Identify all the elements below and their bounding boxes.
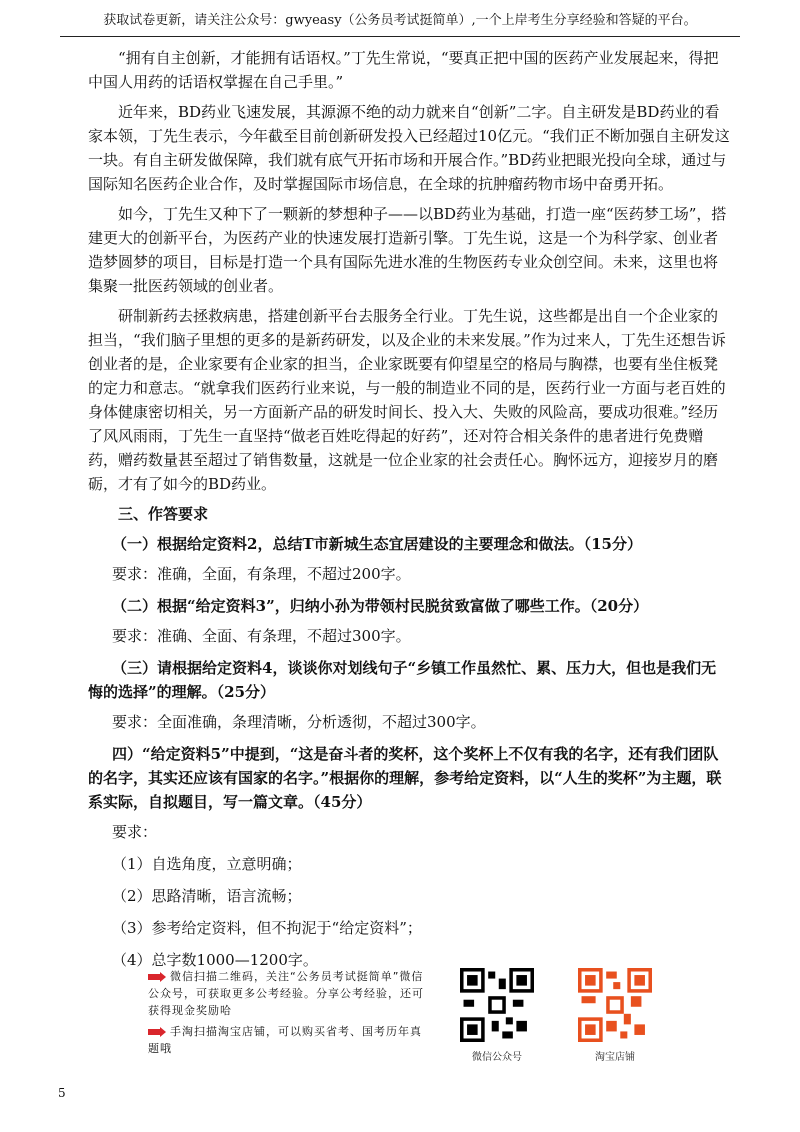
qr-label-taobao: 淘宝店铺 [595,1052,635,1063]
hand-pointer-icon [148,972,166,982]
question-prompt: 四）“给定资料5”中提到，“这是奋斗者的奖杯，这个奖杯上不仅有我的名字，还有我们团队的名字，其实还应该有国家的名字。”根据你的理解，参考给定资料，以“人生的奖杯”为主题，联系实际，自拟题目，写一篇文章。（45分） [88,745,722,811]
question-requirement: 要求：准确、全面、有条理，不超过300字。 [112,627,411,645]
question-requirement: 要求：全面准确，条理清晰，分析透彻，不超过300字。 [112,713,486,731]
qr-label-wechat: 微信公众号 [472,1052,522,1063]
question-prompt: （二）根据“给定资料3”，归纳小孙为带领村民脱贫致富做了哪些工作。（20分） [112,597,649,615]
list-item: （3）参考给定资料，但不拘泥于“给定资料”； [112,919,422,937]
paragraph: “拥有自主创新，才能拥有话语权。”丁先生常说，“要真正把中国的医药产业发展起来，得把中国人用药的话语权掌握在自己手里。” [88,49,719,91]
paragraph: 近年来，BD药业飞速发展，其源源不绝的动力就来自“创新”二字。自主研发是BD药业的看家本领，丁先生表示，今年截至目前创新研发投入已经超过10亿元。“我们正不断加强自主研发这一块。有自主研发做保障，我们就有底气开拓市场和开展合作。”BD药业把眼光投向全球，通过与国际知名医药企业合作，及时掌握国际市场信息，在全球的抗肿瘤药物市场中奋勇开拓。 [88,103,730,193]
question-requirement: 要求： [112,823,158,841]
promo-line-wechat: 微信扫描二维码，关注“公务员考试挺简单”微信公众号，可获取更多公考经验。分享公考经验，还可获得现金奖励哈 [148,970,424,1017]
list-item: （4）总字数1000—1200字。 [112,951,318,969]
promo-text [148,968,430,1057]
question-requirement: 要求：准确，全面，有条理，不超过200字。 [112,565,411,583]
promo-line-taobao: 手淘扫描淘宝店铺，可以购买省考、国考历年真题哦 [148,1025,422,1055]
paragraph: 如今，丁先生又种下了一颗新的梦想种子——以BD药业为基础，打造一座“医药梦工场”，搭建更大的创新平台，为医药产业的快速发展打造新引擎。丁先生说，这是一个为科学家、创业者造梦圆梦的项目，目标是打造一个具有国际先进水准的生物医药专业众创空间。未来，这里也将集聚一批医药领域的创业者。 [88,205,727,295]
hand-pointer-icon [148,1027,166,1037]
wechat-qr-code-icon [460,968,534,1042]
taobao-qr-code-icon [578,968,652,1042]
requirement-list [88,852,730,972]
page-number: 5 [58,1086,66,1100]
document-body [88,46,730,982]
section-title: 三、作答要求 [118,505,209,523]
paragraph: 研制新药去拯救病患，搭建创新平台去服务全行业。丁先生说，这些都是出自一个企业家的担当，“我们脑子里想的更多的是新药研发，以及企业的未来发展。”作为过来人，丁先生还想告诉创业者的是，企业家要有企业家的担当，企业家既要有仰望星空的格局与胸襟，也要有坐住板凳的定力和意志。“就拿我们医药行业来说，与一般的制造业不同的是，医药行业一方面与老百姓的身体健康密切相关，另一方面新产品的研发时间长、投入大、失败的风险高，要成功很难。”经历了风风雨雨，丁先生一直坚持“做老百姓吃得起的好药”，还对符合相关条件的患者进行免费赠药，赠药数量甚至超过了销售数量，这就是一位企业家的社会责任心。胸怀远方，迎接岁月的磨砺，才有了如今的BD药业。 [88,307,726,493]
question-prompt: （一）根据给定资料2，总结T市新城生态宜居建设的主要理念和做法。（15分） [112,535,642,553]
list-item: （1）自选角度，立意明确； [112,855,302,873]
list-item: （2）思路清晰，语言流畅； [112,887,302,905]
promo-footer [148,968,668,1068]
question-prompt: （三）请根据给定资料4，谈谈你对划线句子“乡镇工作虽然忙、累、压力大，但也是我们无悔的选择”的理解。（25分） [88,659,717,701]
page-header: 获取试卷更新，请关注公众号：gwyeasy（公务员考试挺简单）,一个上岸考生分享经验和答疑的平台。 [60,6,740,37]
